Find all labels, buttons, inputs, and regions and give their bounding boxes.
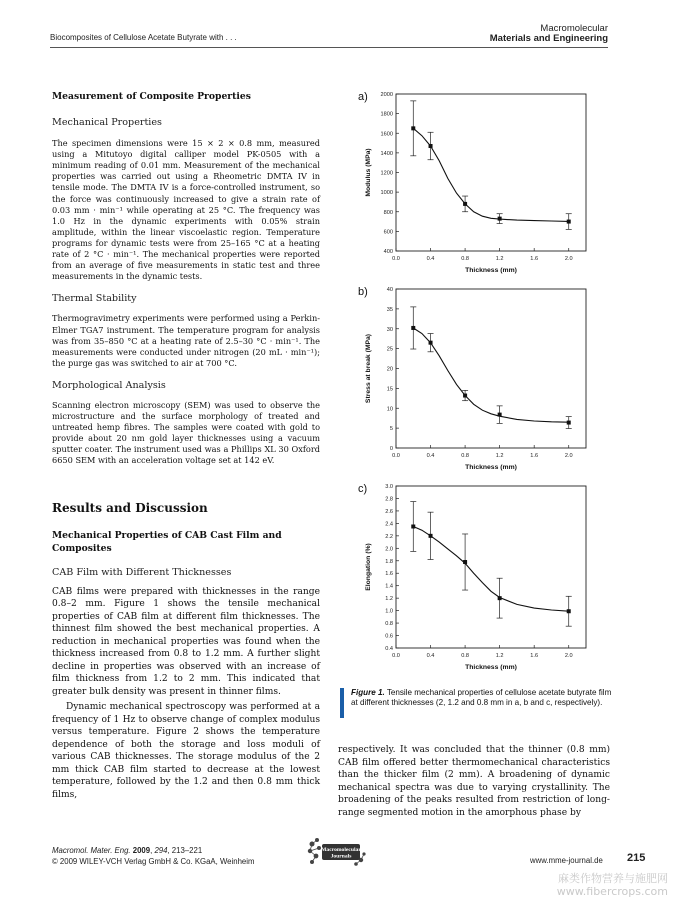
data-point [429, 144, 433, 148]
series-curve [413, 128, 568, 221]
x-tick-label: 2.0 [564, 256, 573, 262]
x-tick-label: 0.0 [392, 453, 400, 459]
y-tick-label: 1000 [380, 190, 393, 197]
y-tick-label: 5 [389, 426, 393, 433]
y-tick-label: 800 [383, 209, 393, 216]
chart-stress-at-break [338, 281, 628, 478]
footer-citation: Macromol. Mater. Eng. 2009, 294, 213–221 [52, 846, 203, 855]
x-tick-label: 0.8 [461, 256, 469, 262]
y-tick-label: 25 [386, 346, 393, 353]
x-tick-label: 1.2 [495, 453, 504, 459]
y-tick-label: 20 [386, 366, 393, 373]
x-tick-label: 1.2 [495, 256, 504, 262]
x-tick-label: 1.6 [530, 453, 539, 459]
y-tick-label: 1.2 [385, 596, 393, 603]
y-tick-label: 0.4 [385, 646, 393, 652]
y-tick-label: 3.0 [385, 484, 393, 490]
running-title: Biocomposites of Cellulose Acetate Butyrate with . . . [50, 33, 237, 42]
y-axis-title: Elongation (%) [365, 543, 372, 591]
y-tick-label: 1.6 [385, 571, 393, 578]
y-tick-label: 1400 [380, 150, 393, 157]
data-point [463, 560, 467, 564]
data-point [567, 220, 571, 224]
plot-frame [396, 94, 586, 251]
chart-elongation [338, 478, 628, 678]
x-tick-label: 0.8 [461, 453, 469, 459]
heading-mechanical-cab: Mechanical Properties of CAB Cast Film and Composites [52, 529, 282, 554]
data-point [567, 421, 571, 425]
data-point [498, 413, 502, 417]
footer-copyright: © 2009 WILEY-VCH Verlag GmbH & Co. KGaA, Weinheim [52, 857, 255, 866]
y-tick-label: 600 [383, 229, 393, 236]
caption-label: Figure 1. [351, 688, 385, 697]
y-axis-title: Modulus (MPa) [365, 148, 372, 197]
plot-frame [396, 289, 586, 448]
x-tick-label: 1.2 [495, 653, 504, 659]
caption-accent-bar [340, 688, 344, 718]
heading-results-discussion: Results and Discussion [52, 500, 208, 515]
y-tick-label: 1600 [380, 131, 393, 138]
data-point [411, 126, 415, 130]
heading-morphological: Morphological Analysis [52, 379, 166, 391]
header-rule [50, 47, 608, 48]
left-column [52, 90, 320, 801]
paragraph-cab-2: Dynamic mechanical spectroscopy was performed at a frequency of 1 Hz to observe change of complex modulus versus temperature. Figure 2 shows the temperature dependence of both the storage and loss moduli of various CAB thicknesses. The storage modulus of the 2 mm thick CAB film started to decrease at the lowest temperature, followed by the 1.2 and then 0.8 mm thick films, [52, 702, 320, 800]
paragraph-thermal: Thermogravimetry experiments were performed using a Perkin-Elmer TGA7 instrument. The temperature program for analysis was from 35–850 °C at a heating rate of 2.5–30 °C · min⁻¹. The measurements were conducted under nitrogen (20 mL · min⁻¹); the purge gas was switched to air at 700 °C. [52, 313, 320, 368]
heading-cab-thicknesses: CAB Film with Different Thicknesses [52, 566, 232, 578]
panel-label: b) [358, 286, 368, 298]
journal-name [490, 24, 608, 44]
panel-label: a) [358, 91, 368, 103]
x-tick-label: 2.0 [564, 653, 573, 659]
data-point [567, 609, 571, 613]
x-tick-label: 0.8 [461, 653, 469, 659]
y-tick-label: 40 [386, 287, 393, 293]
data-point [463, 394, 467, 398]
x-tick-label: 0.0 [392, 653, 400, 659]
footer-url[interactable]: www.mme-journal.de [530, 856, 603, 865]
svg-text:Journals: Journals [330, 853, 352, 860]
y-tick-label: 1.4 [385, 583, 393, 590]
paragraph-cab-1: CAB films were prepared with thicknesses in the range 0.8–2 mm. Figure 1 shows the tensile mechanical properties of CAB film at different film thicknesses. The thinnest film showed the best mechanical properties. A reduction in mechanical properties was found when the thickness increased from 0.8 to 1.2 mm. A further slight decline in properties was observed with an increase of film thickness from 1.2 to 2 mm. This indicated that greater bulk density was present in thinner films. [52, 586, 320, 697]
y-tick-label: 1200 [380, 170, 393, 177]
data-point [411, 326, 415, 330]
y-axis-title: Stress at break (MPa) [365, 333, 372, 404]
x-tick-label: 2.0 [564, 453, 573, 459]
data-point [429, 534, 433, 538]
x-axis-title: Thickness (mm) [465, 664, 517, 671]
heading-measurement: Measurement of Composite Properties [52, 91, 251, 102]
data-point [498, 217, 502, 221]
y-tick-label: 1.0 [385, 608, 393, 615]
y-tick-label: 0.8 [385, 621, 393, 628]
series-curve [413, 328, 568, 422]
x-tick-label: 0.0 [392, 256, 400, 262]
chart-modulus [338, 86, 628, 281]
x-tick-label: 0.4 [426, 453, 435, 459]
footer-citation-block [52, 845, 254, 867]
y-tick-label: 400 [383, 249, 393, 255]
y-tick-label: 2000 [380, 92, 393, 98]
y-tick-label: 10 [386, 406, 393, 413]
journal-name-line2: Materials and Engineering [489, 33, 608, 44]
right-column-paragraph: respectively. It was concluded that the thinner (0.8 mm) CAB film offered better thermomechanical characteristics than the thicker film (2 mm). A broadening of dynamic mechanical spectra was due to varying crystallinity. The broadening of the peaks resulted from restriction of long-range segmented motion in the amorphous phase by [338, 745, 610, 818]
watermark: 麻类作物营养与施肥网 www.fibercrops.com [556, 872, 668, 898]
y-tick-label: 2.8 [385, 496, 393, 503]
heading-mechanical-properties: Mechanical Properties [52, 117, 162, 128]
data-point [498, 596, 502, 600]
plot-frame [396, 486, 586, 648]
panel-label: c) [358, 483, 368, 495]
y-tick-label: 0.6 [385, 633, 393, 640]
heading-thermal-stability: Thermal Stability [52, 293, 137, 305]
x-tick-label: 0.4 [426, 653, 435, 659]
figure-1 [338, 86, 628, 678]
y-tick-label: 2.0 [385, 546, 393, 553]
y-tick-label: 1800 [380, 111, 393, 118]
paragraph-morphological: Scanning electron microscopy (SEM) was used to observe the microstructure and the surface morphology of treated and untreated hemp fibres. The samples were coated with gold to provide about 20 nm gold layer thicknesses using a vacuum sputter coater. The instrument used was a Phillips XL 30 Oxford 6650 SEM with an acceleration voltage set at 142 eV. [52, 399, 320, 466]
svg-text:Macromolecular: Macromolecular [321, 847, 361, 853]
y-tick-label: 30 [386, 326, 393, 333]
y-tick-label: 2.2 [385, 533, 393, 540]
series-curve [413, 527, 568, 612]
x-tick-label: 0.4 [426, 256, 435, 262]
paragraph-mechanical: The specimen dimensions were 15 × 2 × 0.8 mm, measured using a Mitutoyo digital calliper model PK-0505 with a minimum reading of 0.01 mm. Measurement of the mechanical properties was carried out using a Rheometric DMTA IV in tensile mode. The DMTA IV is a force-controlled instrument, so the force was continuously increased to give a strain rate of 0.03 mm · min⁻¹ while operating at 25 °C. The frequency was 1.0 Hz in the dynamic experiments with 0.05% strain amplitude, within the linear viscoelastic region. Temperature programs for dynamic tests were from 25–165 °C at a heating rate of 2 °C · min⁻¹. The mechanical properties were reported from an average of five measurements in static test and three measurements in the dynamic tests. [52, 138, 320, 282]
x-axis-title: Thickness (mm) [465, 267, 517, 274]
y-tick-label: 2.6 [385, 508, 393, 515]
y-tick-label: 1.8 [385, 558, 393, 565]
data-point [463, 202, 467, 206]
x-axis-title: Thickness (mm) [465, 464, 517, 471]
data-point [429, 341, 433, 345]
y-tick-label: 2.4 [385, 521, 393, 528]
y-tick-label: 0 [389, 446, 393, 452]
x-tick-label: 1.6 [530, 653, 539, 659]
data-point [411, 525, 415, 529]
caption-text: Tensile mechanical properties of cellulose acetate butyrate film at different thicknesses (2, 1.2 and 0.8 mm in a, b and c, respectively). [351, 688, 612, 708]
y-tick-label: 35 [386, 306, 393, 313]
macromolecular-journals-logo [306, 836, 368, 868]
figure-caption [351, 688, 613, 709]
page-number: 215 [627, 852, 646, 864]
x-tick-label: 1.6 [530, 256, 539, 262]
journal-name-line1: Macromolecular [540, 23, 608, 34]
y-tick-label: 15 [386, 386, 393, 393]
